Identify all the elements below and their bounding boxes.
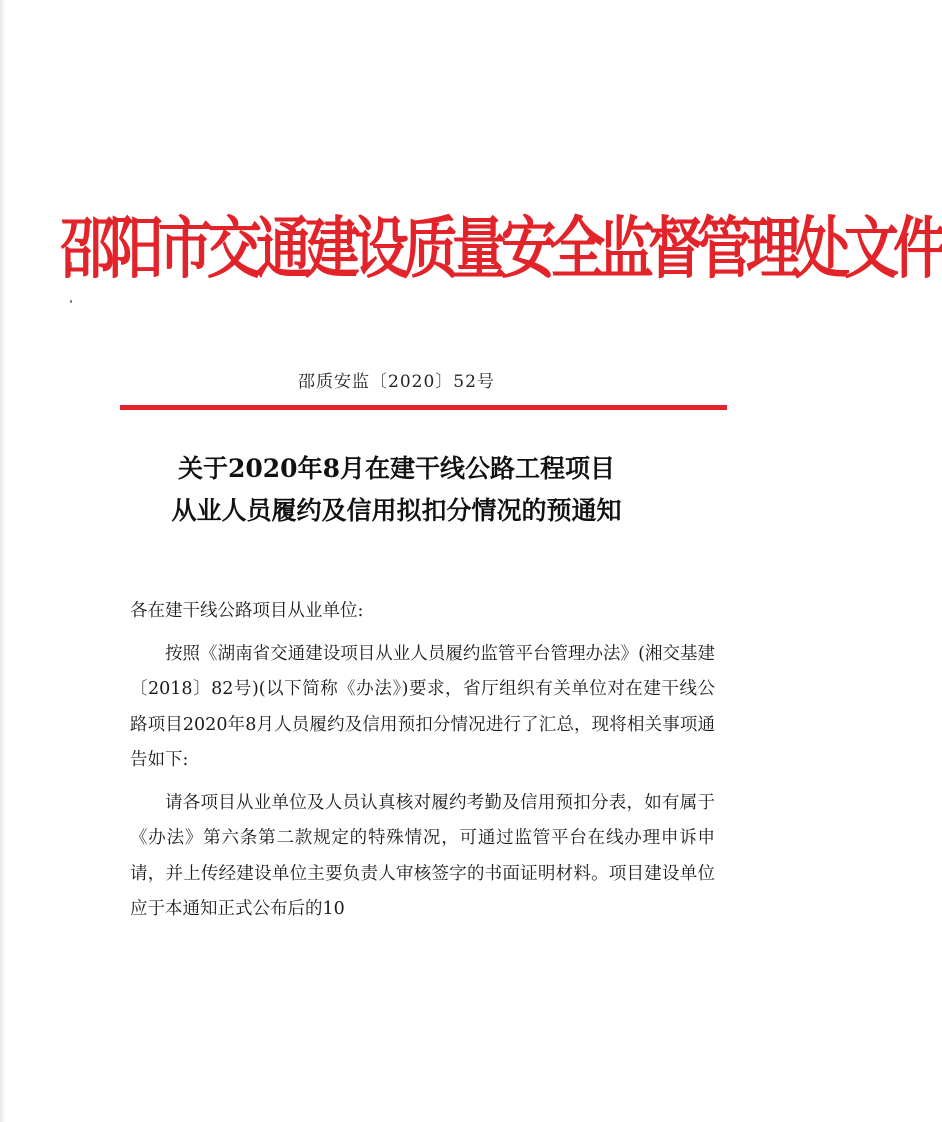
notice-title [0,448,793,532]
notice-title-line-1: 关于2020年8月在建干线公路工程项目 [178,454,615,483]
notice-title-line-2: 从业人员履约及信用拟扣分情况的预通知 [171,496,622,525]
red-divider-line [120,405,727,410]
salutation: 各在建干线公路项目从业单位: [130,601,364,621]
body-paragraph-1: 按照《湖南省交通建设项目从业人员履约监管平台管理办法》(湘交基建〔2018〕82号)(以下简称《办法》)要求，省厅组织有关单位对在建干线公路项目2020年8月人员履约及信用预扣分情况进行了汇总，现将相关事项通告如下: [130,643,715,770]
issuing-authority-title: 邵阳市交通建设质量安全监督管理处文件 [60,209,942,288]
scan-edge-shadow [0,0,6,1122]
notice-body [130,594,715,935]
body-paragraph-2: 请各项目从业单位及人员认真核对履约考勤及信用预扣分表，如有属于《办法》第六条第二款规定的特殊情况，可通过监管平台在线办理申诉申请，并上传经建设单位主要负责人审核签字的书面证明材料。项目建设单位应于本通知正式公布后的10 [130,792,715,919]
scan-speck [70,300,72,303]
document-number: 邵质安监〔2020〕52号 [298,372,495,392]
